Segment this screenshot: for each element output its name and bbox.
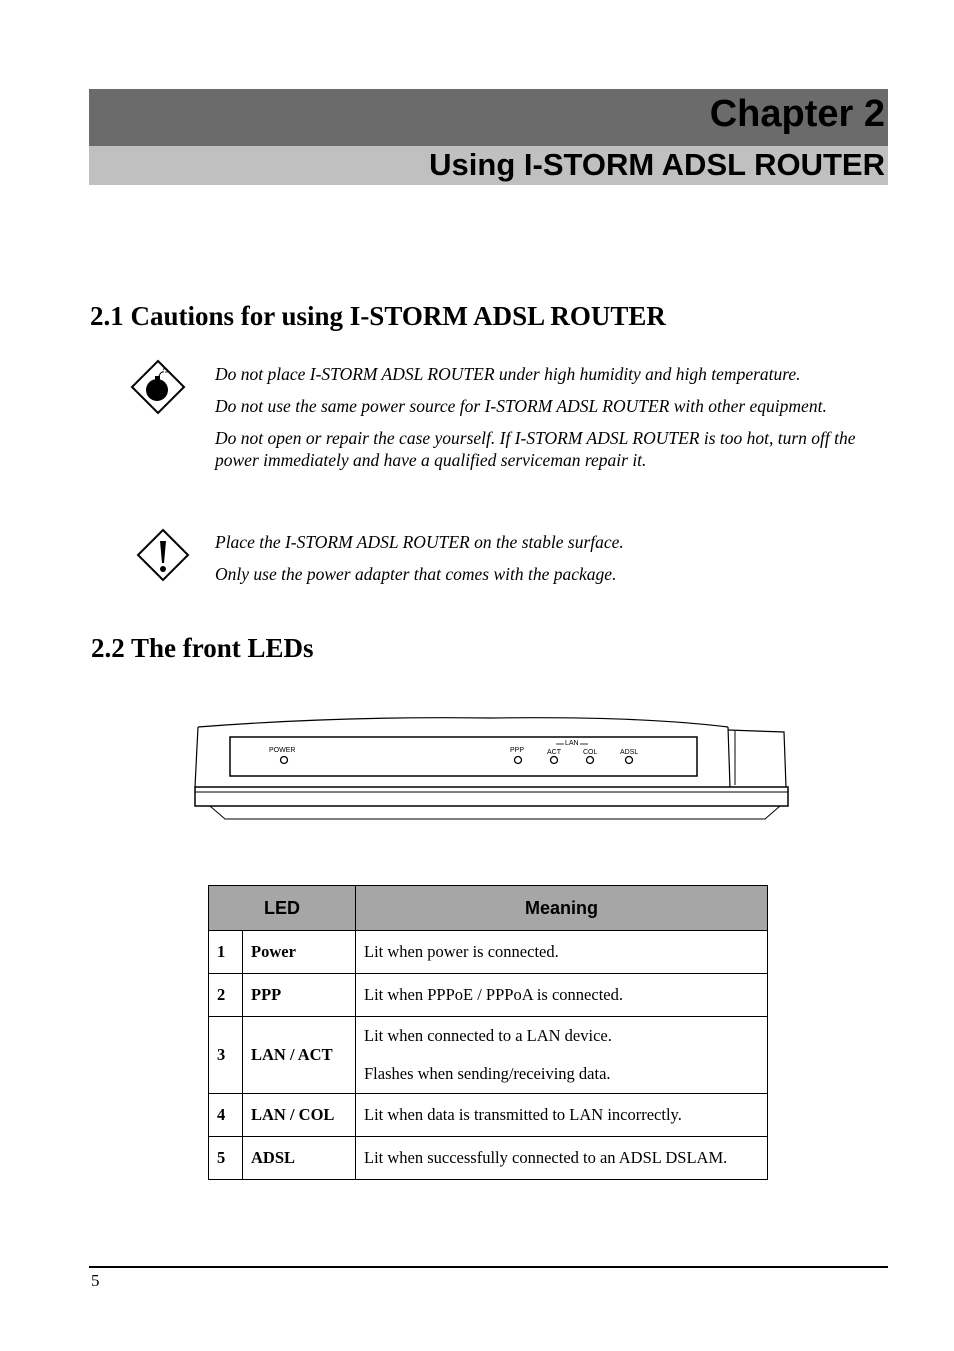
caution-item: Do not use the same power source for I-STORM ADSL ROUTER with other equipment. [215,396,827,416]
table-row [209,931,768,974]
led-meaning [356,1137,768,1180]
led-meaning [356,974,768,1017]
page-number: 5 [91,1271,100,1290]
led-power [281,757,288,764]
caution-item: Only use the power adapter that comes with the package. [215,564,617,584]
router-label-power: POWER [269,747,296,754]
led-meaning-text: Lit when power is connected. [364,942,559,961]
table-header-row [209,886,768,931]
led-name: ADSL [243,1137,356,1180]
led-number: 2 [209,974,243,1017]
led-number: 5 [209,1137,243,1180]
bomb-icon [130,359,186,415]
led-ppp [515,757,522,764]
router-front-illustration [190,715,794,825]
chapter-title: Using I-STORM ADSL ROUTER [429,147,885,182]
section-heading-front-leds: 2.2 The front LEDs [91,633,314,663]
table-row [209,974,768,1017]
caution-item: Do not place I-STORM ADSL ROUTER under high humidity and high temperature. [215,364,801,384]
led-name: PPP [243,974,356,1017]
led-meaning-text: Lit when successfully connected to an ADSL DSLAM. [364,1148,728,1167]
led-meaning [356,1017,768,1094]
table-header-meaning: Meaning [356,886,768,931]
caution-item: Do not open or repair the case yourself. If I-STORM ADSL ROUTER is too hot, turn off the power immediately and have a qualified serviceman repair it. [215,428,856,470]
table-row [209,1017,768,1094]
led-number: 3 [209,1017,243,1094]
led-lan-act [551,757,558,764]
chapter-number: Chapter 2 [709,93,885,135]
router-label-ppp: PPP [510,747,525,754]
router-label-act: ACT [547,749,561,756]
section-heading-cautions: 2.1 Cautions for using I-STORM ADSL ROUTER [90,301,666,331]
table-row [209,1137,768,1180]
footer-rule [89,1266,888,1268]
led-name: LAN / COL [243,1094,356,1137]
chapter-title-bar [89,146,888,185]
led-lan-col [587,757,594,764]
router-label-adsl: ADSL [620,749,639,756]
table-row [209,1094,768,1137]
led-meaning [356,1094,768,1137]
led-adsl [626,757,633,764]
led-meaning-text: Lit when data is transmitted to LAN incorrectly. [364,1105,682,1124]
chapter-header-bar [89,89,888,146]
caution-group-environment [215,363,885,481]
exclamation-icon [136,528,190,582]
led-meaning-text: Flashes when sending/receiving data. [364,1064,611,1083]
table-header-led: LED [209,886,356,931]
led-meaning [356,931,768,974]
router-label-lan: LAN [565,740,579,747]
led-meaning-text: Lit when connected to a LAN device. [364,1026,612,1045]
led-table [208,885,768,1180]
caution-item: Place the I-STORM ADSL ROUTER on the stable surface. [215,532,624,552]
led-number: 4 [209,1094,243,1137]
caution-group-setup [215,531,885,595]
router-label-col: COL [583,749,598,756]
led-number: 1 [209,931,243,974]
led-meaning-text: Lit when PPPoE / PPPoA is connected. [364,985,623,1004]
led-name: LAN / ACT [243,1017,356,1094]
led-name: Power [243,931,356,974]
